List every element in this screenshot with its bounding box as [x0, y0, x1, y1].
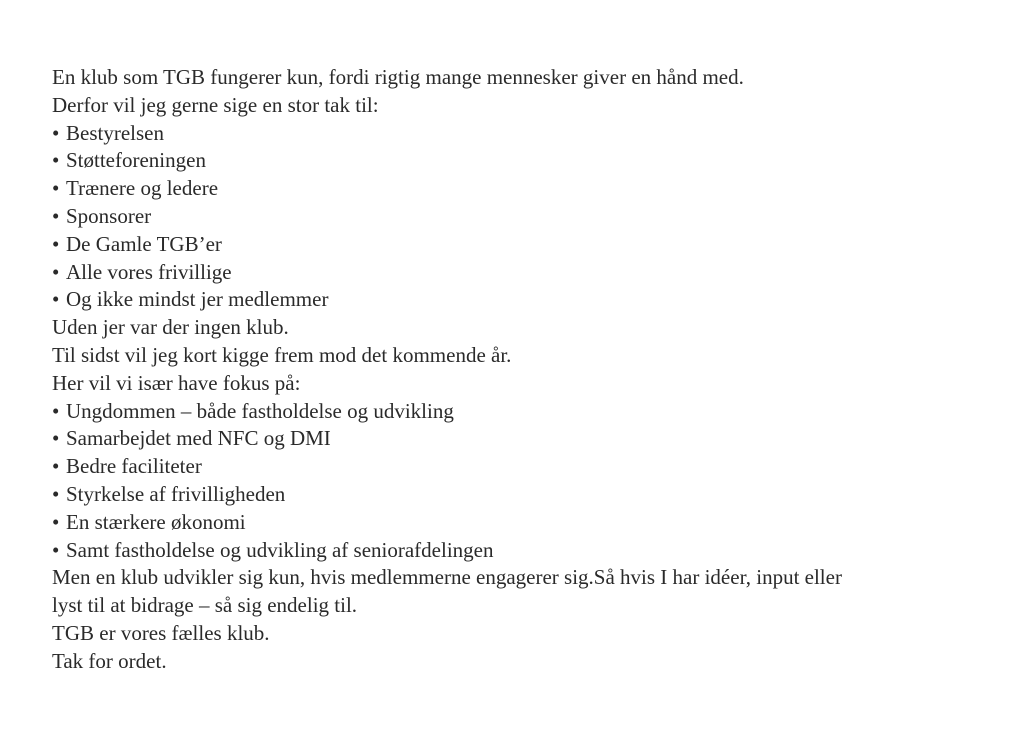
bullet-icon: •	[52, 398, 60, 423]
focus-item	[52, 453, 992, 481]
closing-line-2: lyst til at bidrage – så sig endelig til.	[52, 593, 358, 618]
closing-line-4: Tak for ordet.	[52, 648, 167, 673]
thanks-item	[52, 259, 992, 287]
bullet-icon: •	[52, 176, 60, 201]
thanks-item	[52, 286, 992, 314]
closing-line-3: TGB er vores fælles klub.	[52, 620, 270, 645]
thanks-item	[52, 175, 992, 203]
focus-item	[52, 398, 992, 426]
focus-item	[52, 537, 992, 565]
bullet-icon: •	[52, 287, 60, 312]
bullet-icon: •	[52, 537, 60, 562]
focus-item-text: Samt fastholdelse og udvikling af seniorafdelingen	[66, 537, 494, 562]
focus-item-text: Bedre faciliteter	[66, 454, 202, 479]
bullet-icon: •	[52, 509, 60, 534]
middle-line-2: Til sidst vil jeg kort kigge frem mod det kommende år.	[52, 342, 512, 367]
focus-list	[52, 398, 992, 565]
thanks-item-text: Sponsorer	[66, 203, 152, 228]
middle-line-1: Uden jer var der ingen klub.	[52, 315, 289, 340]
thanks-item-text: Bestyrelsen	[66, 120, 164, 145]
thanks-item-text: Alle vores frivillige	[66, 259, 232, 284]
bullet-icon: •	[52, 120, 60, 145]
thanks-item	[52, 147, 992, 175]
focus-item	[52, 509, 992, 537]
focus-item-text: En stærkere økonomi	[66, 509, 246, 534]
bullet-icon: •	[52, 259, 60, 284]
intro-line-2: Derfor vil jeg gerne sige en stor tak til:	[52, 92, 379, 117]
focus-item-text: Ungdommen – både fastholdelse og udvikling	[66, 398, 454, 423]
thanks-item-text: Støtteforeningen	[66, 148, 206, 173]
thanks-item-text: Trænere og ledere	[66, 176, 219, 201]
thanks-item	[52, 120, 992, 148]
thanks-item	[52, 203, 992, 231]
bullet-icon: •	[52, 231, 60, 256]
thanks-item-text: De Gamle TGB’er	[66, 231, 222, 256]
focus-item	[52, 481, 992, 509]
intro-line-1: En klub som TGB fungerer kun, fordi rigtig mange mennesker giver en hånd med.	[52, 65, 744, 89]
bullet-icon: •	[52, 203, 60, 228]
focus-item-text: Styrkelse af frivilligheden	[66, 481, 286, 506]
closing-line-1: Men en klub udvikler sig kun, hvis medlemmerne engagerer sig.Så hvis I har idéer, input eller	[52, 565, 842, 590]
focus-item-text: Samarbejdet med NFC og DMI	[66, 426, 331, 451]
document-body	[52, 64, 992, 676]
bullet-icon: •	[52, 481, 60, 506]
bullet-icon: •	[52, 454, 60, 479]
thanks-list	[52, 120, 992, 315]
middle-line-3: Her vil vi især have fokus på:	[52, 370, 301, 395]
thanks-item	[52, 231, 992, 259]
focus-item	[52, 425, 992, 453]
bullet-icon: •	[52, 148, 60, 173]
bullet-icon: •	[52, 426, 60, 451]
thanks-item-text: Og ikke mindst jer medlemmer	[66, 287, 329, 312]
